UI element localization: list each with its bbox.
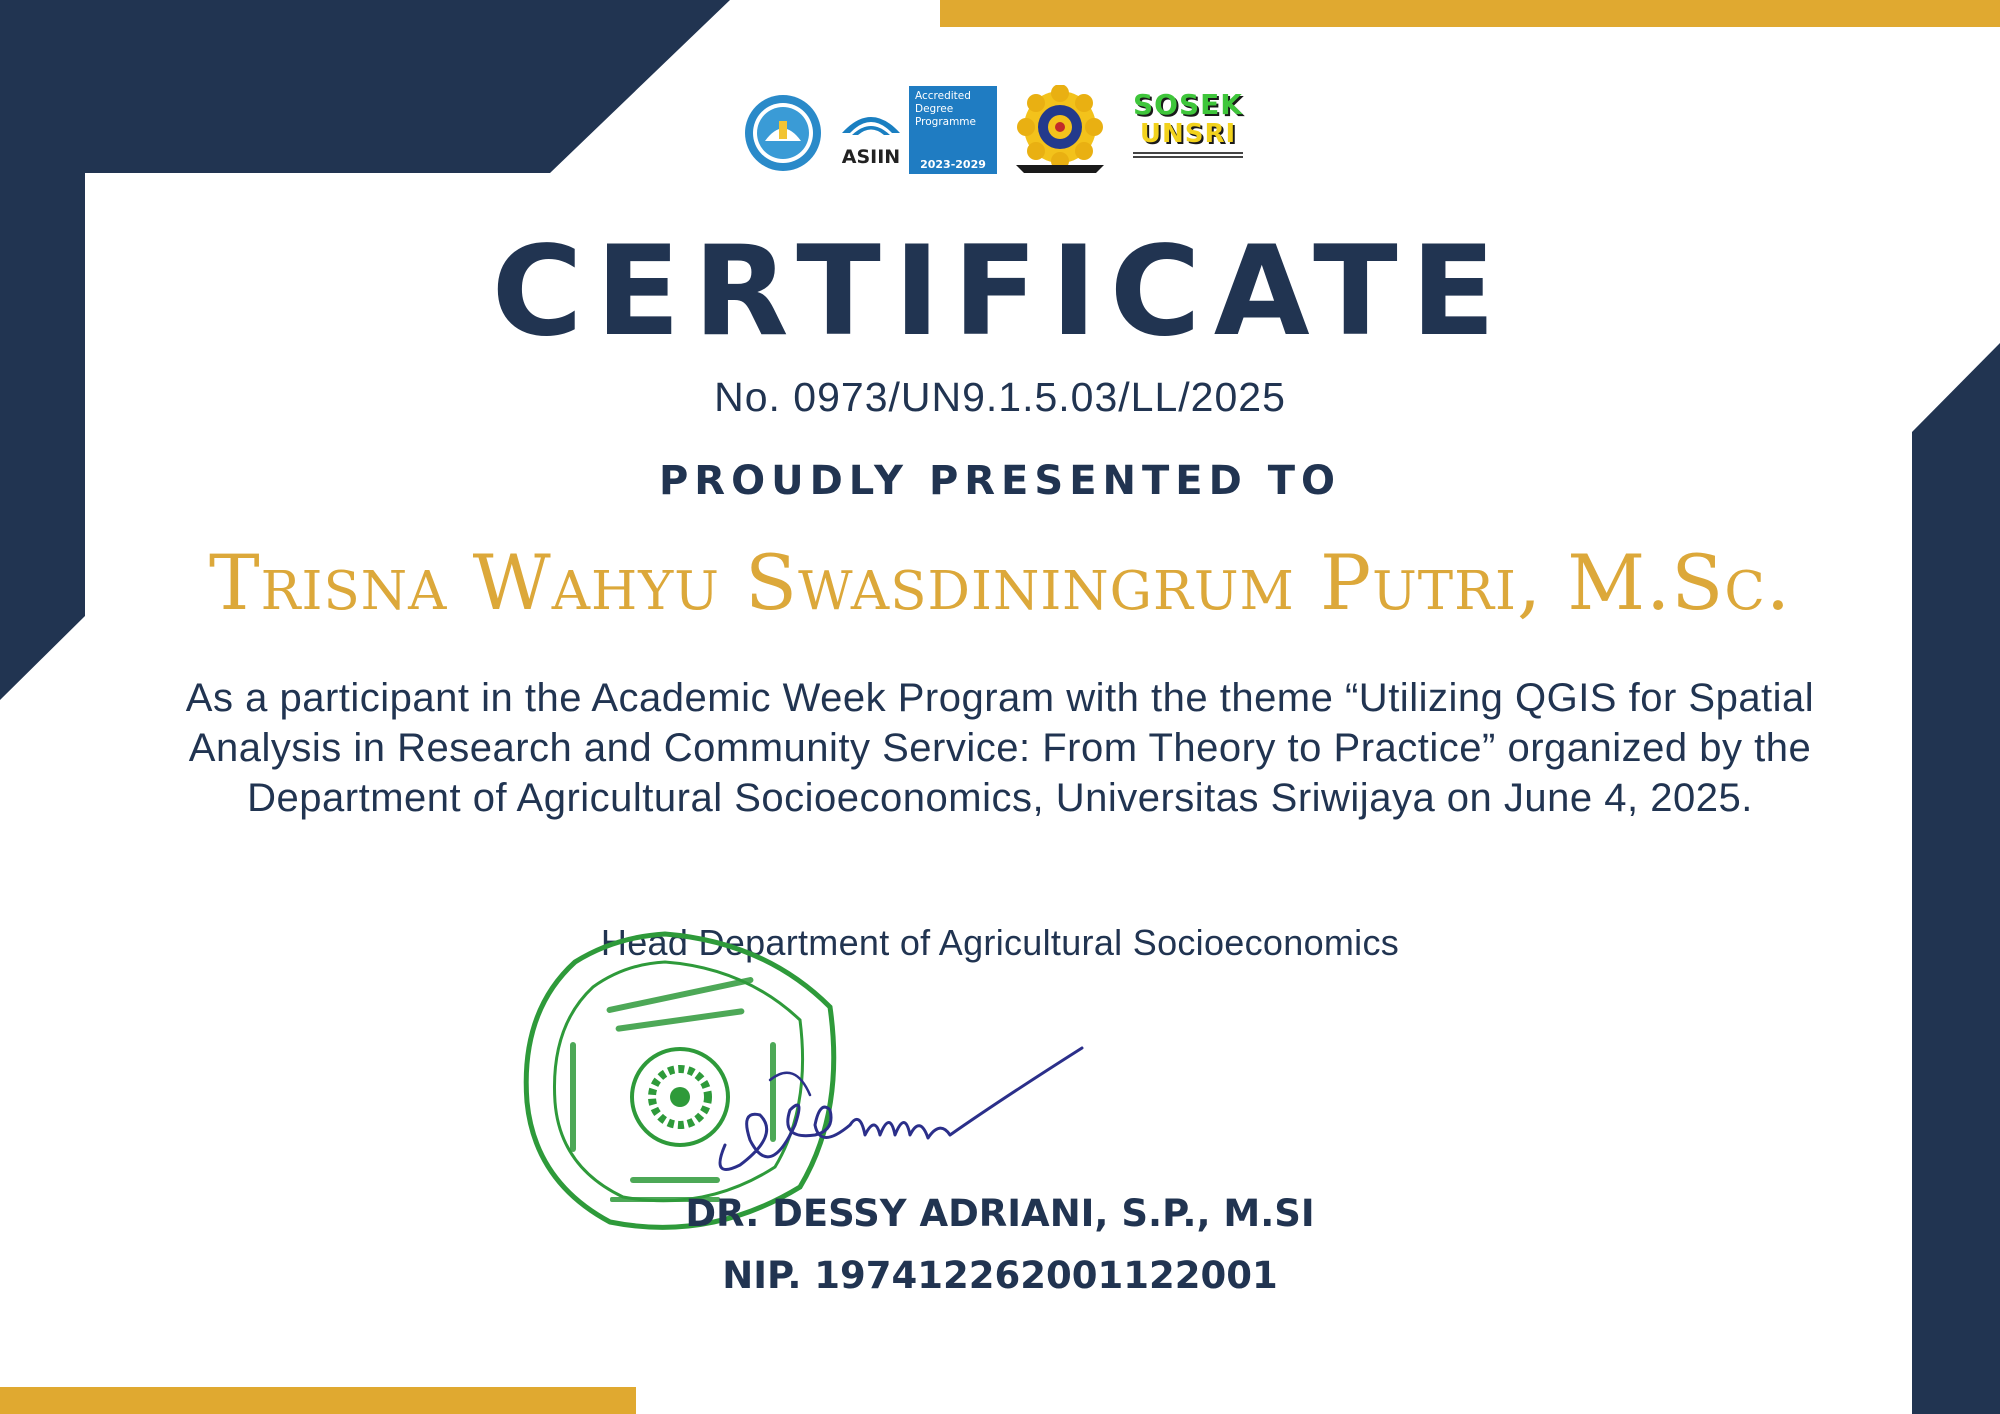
signer-name: DR. DESSY ADRIANI, S.P., M.SI: [685, 1192, 1315, 1235]
certificate-number: No. 0973/UN9.1.5.03/LL/2025: [714, 374, 1286, 420]
presented-to-label: PROUDLY PRESENTED TO: [658, 458, 1342, 504]
certificate-description: As a participant in the Academic Week Program with the theme “Utilizing QGIS for Spatial Analysis in Research and Community Service: From Theory to Practice” organized by the Department of Agricultural Socioeconomics, Universitas Sriwijaya on June 4, 2025.: [185, 676, 1815, 820]
unsri-emblem-logo: [1010, 85, 1110, 175]
signer-role: Head Department of Agricultural Socioeconomics: [600, 922, 1400, 963]
signer-nip: NIP. 197412262001122001: [722, 1254, 1278, 1297]
top-gold-bar: [940, 0, 2000, 27]
accreditation-badge: [909, 86, 997, 174]
accreditation-line-2: Degree: [915, 103, 954, 115]
accreditation-years: 2023-2029: [920, 158, 986, 171]
accreditation-line-1: Accredited: [915, 90, 971, 102]
sosek-text: SOSEK: [1133, 88, 1243, 121]
accreditation-line-3: Programme: [915, 116, 976, 128]
asiin-text: ASIIN: [841, 146, 901, 168]
tut-wuri-handayani-logo: [743, 91, 823, 175]
unsri-text: UNSRI: [1139, 119, 1237, 149]
asiin-logo: [836, 103, 906, 173]
bottom-gold-bar: [0, 1387, 636, 1414]
sosek-unsri-logo: [1130, 90, 1246, 172]
certificate-title: CERTIFICATE: [491, 220, 1509, 364]
sosek-subtext-lines: [1133, 152, 1243, 158]
handwritten-signature: [700, 1040, 1100, 1200]
recipient-name: Trisna Wahyu Swasdiningrum Putri, M.Sc.: [208, 538, 1792, 627]
logos-row: [0, 85, 2000, 180]
